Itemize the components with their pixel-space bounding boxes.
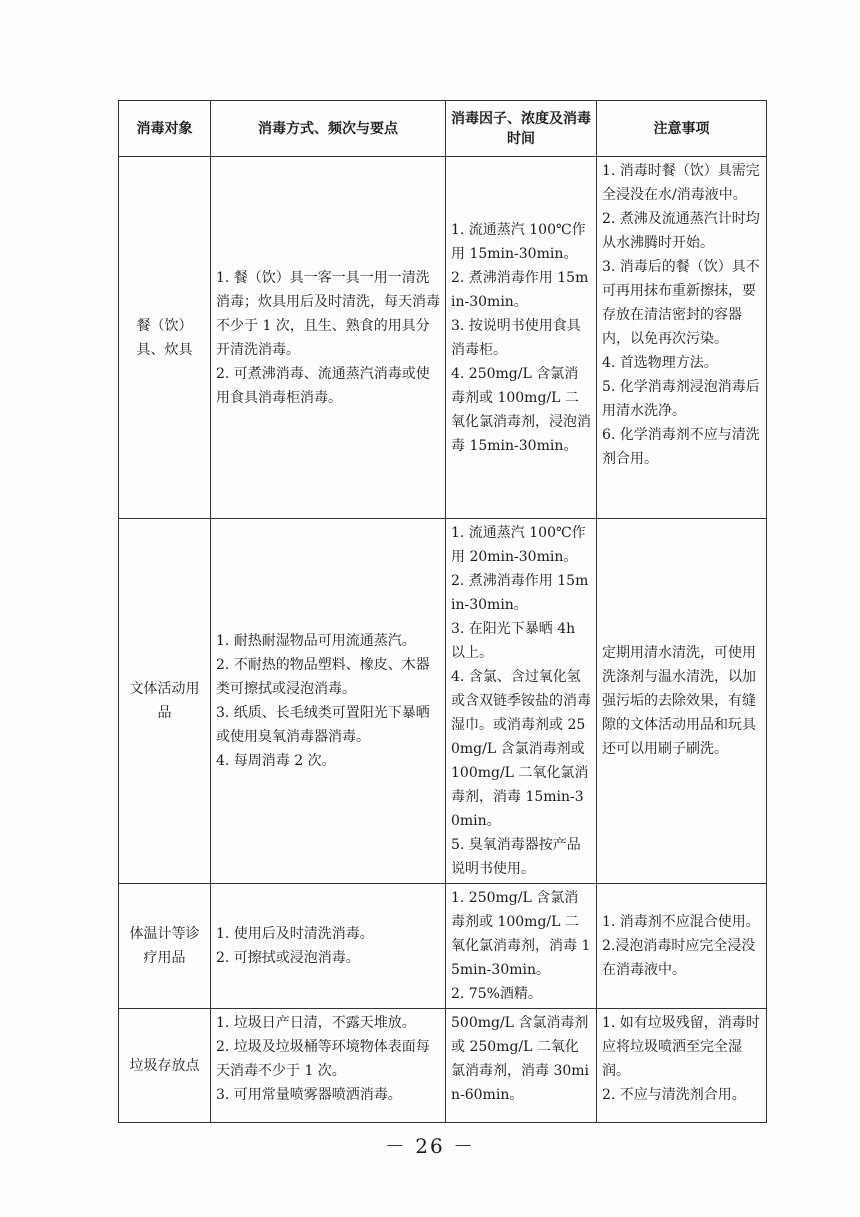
note-item: 1. 消毒时餐（饮）具需完全浸没在水/消毒液中。 (602, 163, 760, 203)
factor-item: 2. 75%酒精。 (451, 986, 542, 1002)
factor-item: 1. 流通蒸汽 100℃作用 15min-30min。 (451, 221, 586, 262)
note-item: 2. 不应与清洗剂合用。 (602, 1087, 746, 1103)
factor-item: 4. 250mg/L 含氯消毒剂或 100mg/L 二氧化氯消毒剂，浸泡消毒 15min-30min。 (451, 365, 591, 454)
method-item: 2. 不耐热的物品塑料、橡皮、木器类可擦拭或浸泡消毒。 (216, 657, 430, 697)
note-item: 3. 消毒后的餐（饮）具不可再用抹布重新擦抹，要存放在清洁密封的容器内，以免再次污染。 (602, 259, 760, 347)
note-item: 1. 如有垃圾残留，消毒时应将垃圾喷洒至完全湿润。 (602, 1015, 760, 1079)
row-methods (211, 884, 446, 1009)
method-item: 2. 可擦拭或浸泡消毒。 (216, 950, 360, 966)
note-item: 2. 煮沸及流通蒸汽计时均从水沸腾时开始。 (602, 211, 760, 251)
row-methods (211, 157, 446, 519)
row-factors (446, 157, 597, 519)
row-notes (597, 519, 767, 884)
factor-item: 2. 煮沸消毒作用 15min-30min。 (451, 269, 589, 310)
factor-item: 1. 流通蒸汽 100℃作用 20min-30min。 (451, 525, 586, 565)
method-item: 1. 使用后及时清洗消毒。 (216, 926, 374, 942)
row-notes (597, 157, 767, 519)
method-item: 3. 可用常量喷雾器喷洒消毒。 (216, 1087, 402, 1103)
row-factors (446, 884, 597, 1009)
row-factors (446, 1009, 597, 1123)
factor-item: 500mg/L 含氯消毒剂或 250mg/L 二氧化氯消毒剂，消毒 30min-60min。 (451, 1015, 590, 1103)
row-object: 体温计等诊疗用品 (119, 884, 211, 1009)
factor-item: 1. 250mg/L 含氯消毒剂或 100mg/L 二氧化氯消毒剂，消毒 15min-30min。 (451, 890, 591, 978)
note-item: 定期用清水清洗，可使用洗涤剂与温水清洗，以加强污垢的去除效果，有缝隙的文体活动用品和玩具还可以用刷子刷洗。 (602, 645, 756, 757)
method-item: 4. 每周消毒 2 次。 (216, 753, 336, 769)
method-item: 1. 垃圾日产日清，不露天堆放。 (216, 1015, 416, 1031)
note-item: 4. 首选物理方法。 (602, 355, 718, 371)
note-item: 5. 化学消毒剂浸泡消毒后用清水洗净。 (602, 379, 760, 419)
note-item: 1. 消毒剂不应混合使用。 (602, 914, 760, 930)
factor-item: 4. 含氯、含过氧化氢或含双链季铵盐的消毒湿巾。或消毒剂或 250mg/L 含氯消毒剂或 100mg/L 二氧化氯消毒剂，消毒 15min-30min。 (451, 669, 591, 829)
method-item: 1. 耐热耐湿物品可用流通蒸汽。 (216, 633, 416, 649)
factor-item: 2. 煮沸消毒作用 15min-30min。 (451, 573, 589, 613)
table-header-row (119, 101, 767, 157)
row-notes (597, 884, 767, 1009)
row-object: 餐（饮）具、炊具 (119, 157, 211, 519)
table-row (119, 519, 767, 884)
table-row (119, 1009, 767, 1123)
method-item: 2. 垃圾及垃圾桶等环境物体表面每天消毒不少于 1 次。 (216, 1039, 430, 1079)
table-row (119, 884, 767, 1009)
factor-item: 5. 臭氧消毒器按产品说明书使用。 (451, 837, 581, 877)
note-item: 2.浸泡消毒时应完全浸没在消毒液中。 (602, 938, 756, 978)
row-factors (446, 519, 597, 884)
header-methods: 消毒方式、频次与要点 (211, 101, 446, 157)
method-item: 2. 可煮沸消毒、流通蒸汽消毒或使用食具消毒柜消毒。 (216, 365, 430, 406)
row-methods (211, 519, 446, 884)
row-object: 垃圾存放点 (119, 1009, 211, 1123)
table-row (119, 157, 767, 519)
row-object: 文体活动用品 (119, 519, 211, 884)
factor-item: 3. 在阳光下暴晒 4h 以上。 (451, 621, 576, 661)
disinfection-table (118, 100, 767, 1123)
method-item: 1. 餐（饮）具一客一具一用一清洗消毒；炊具用后及时清洗，每天消毒不少于 1 次，且生、熟食的用具分开清洗消毒。 (216, 269, 440, 358)
note-item: 6. 化学消毒剂不应与清洗剂合用。 (602, 427, 760, 467)
header-factors: 消毒因子、浓度及消毒时间 (446, 101, 597, 157)
factor-item: 3. 按说明书使用食具消毒柜。 (451, 317, 581, 358)
header-object: 消毒对象 (119, 101, 211, 157)
row-methods (211, 1009, 446, 1123)
page-number: － 26 － (384, 1134, 476, 1158)
method-item: 3. 纸质、长毛绒类可置阳光下暴晒或使用臭氧消毒器消毒。 (216, 705, 430, 745)
row-notes (597, 1009, 767, 1123)
header-notes: 注意事项 (597, 101, 767, 157)
